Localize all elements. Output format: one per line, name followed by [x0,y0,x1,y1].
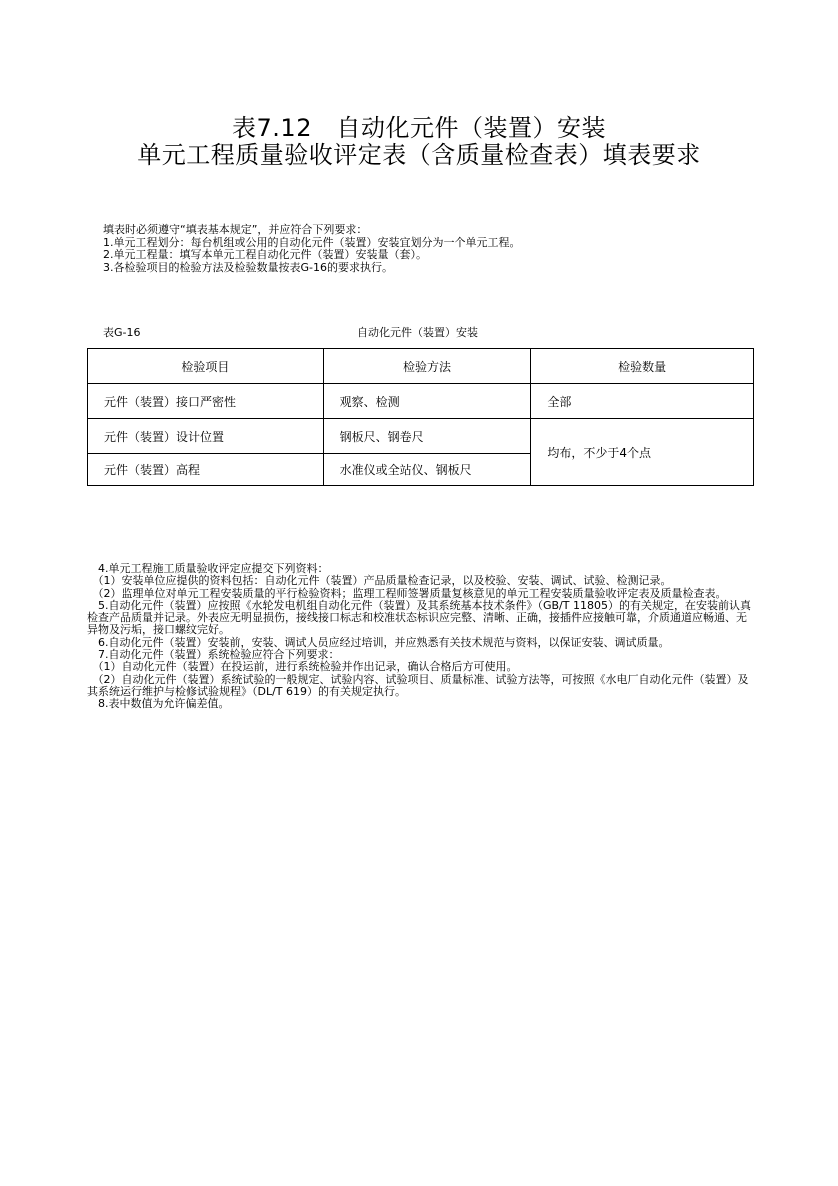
instruction-item: 3.各检验项目的检验方法及检验数量按表G-16的要求执行。 [103,260,393,274]
instructions [103,224,783,274]
cell-method: 观察、检测 [323,384,531,419]
cell-method: 水准仪或全站仪、钢板尺 [323,454,531,486]
note-item: （2）自动化元件（装置）系统试验的一般规定、试验内容、试验项目、质量标准、试验方法等，可按照《水电厂自动化元件（装置）及其系统运行维护与检修试验规程》（DL/T 619）的有关规定执行。 [87,672,749,698]
note-item: 8.表中数值为允许偏差值。 [87,697,230,711]
header-cell-quantity: 检验数量 [531,349,754,384]
header-cell-method: 检验方法 [323,349,531,384]
note-item: 6.自动化元件（装置）安装前，安装、调试人员应经过培训，并应熟悉有关技术规范与资料，以保证安装、调试质量。 [87,635,670,649]
inspection-table [87,348,754,486]
notes [87,563,757,711]
instruction-item: 2.单元工程量：填写本单元工程自动化元件（装置）安装量（套）。 [103,248,427,261]
cell-item: 元件（装置）设计位置 [88,419,324,454]
table-row [88,384,754,419]
note-item: （1）自动化元件（装置）在投运前，进行系统检验并作出记录，确认合格后方可使用。 [87,660,518,674]
table-code: 表G-16 [103,326,141,339]
cell-item: 元件（装置）接口严密性 [88,384,324,419]
table-row [88,419,754,454]
title-line-2: 单元工程质量验收评定表（含质量检查表）填表要求 [137,141,701,169]
note-item: 5.自动化元件（装置）应按照《水轮发电机组自动化元件（装置）及其系统基本技术条件》（GB/T 11805）的有关规定，在安装前认真检查产品质量并记录。外表应无明显损伤，接线接口标志和校准状态标识应完整、清晰、正确，接插件应接触可靠，介质通道应畅通、无异物及污垢，接口螺纹完好。 [87,598,751,637]
title-line-1: 表7.12 自动化元件（装置）安装 [232,114,606,142]
cell-quantity-merged: 均布，不少于4个点 [531,419,754,486]
cell-item: 元件（装置）高程 [88,454,324,486]
table-caption: 自动化元件（装置）安装 [357,326,478,339]
note-item: （1）安装单位应提供的资料包括：自动化元件（装置）产品质量检查记录，以及校验、安装、调试、试验、检测记录。 [87,574,672,588]
instruction-intro: 填表时必须遵守“填表基本规定”，并应符合下列要求： [103,223,368,236]
cell-quantity: 全部 [531,384,754,419]
note-item: 7.自动化元件（装置）系统检验应符合下列要求： [87,648,340,662]
cell-method: 钢板尺、钢卷尺 [323,419,531,454]
table-header-row [88,349,754,384]
header-cell-item: 检验项目 [88,349,324,384]
note-item: 4.单元工程施工质量验收评定应提交下列资料： [87,562,329,575]
instruction-item: 1.单元工程划分：每台机组或公用的自动化元件（装置）安装宜划分为一个单元工程。 [103,235,521,249]
note-item: （2）监理单位对单元工程安装质量的平行检验资料；监理工程师签署质量复核意见的单元工程安装质量验收评定表及质量检查表。 [87,586,727,600]
